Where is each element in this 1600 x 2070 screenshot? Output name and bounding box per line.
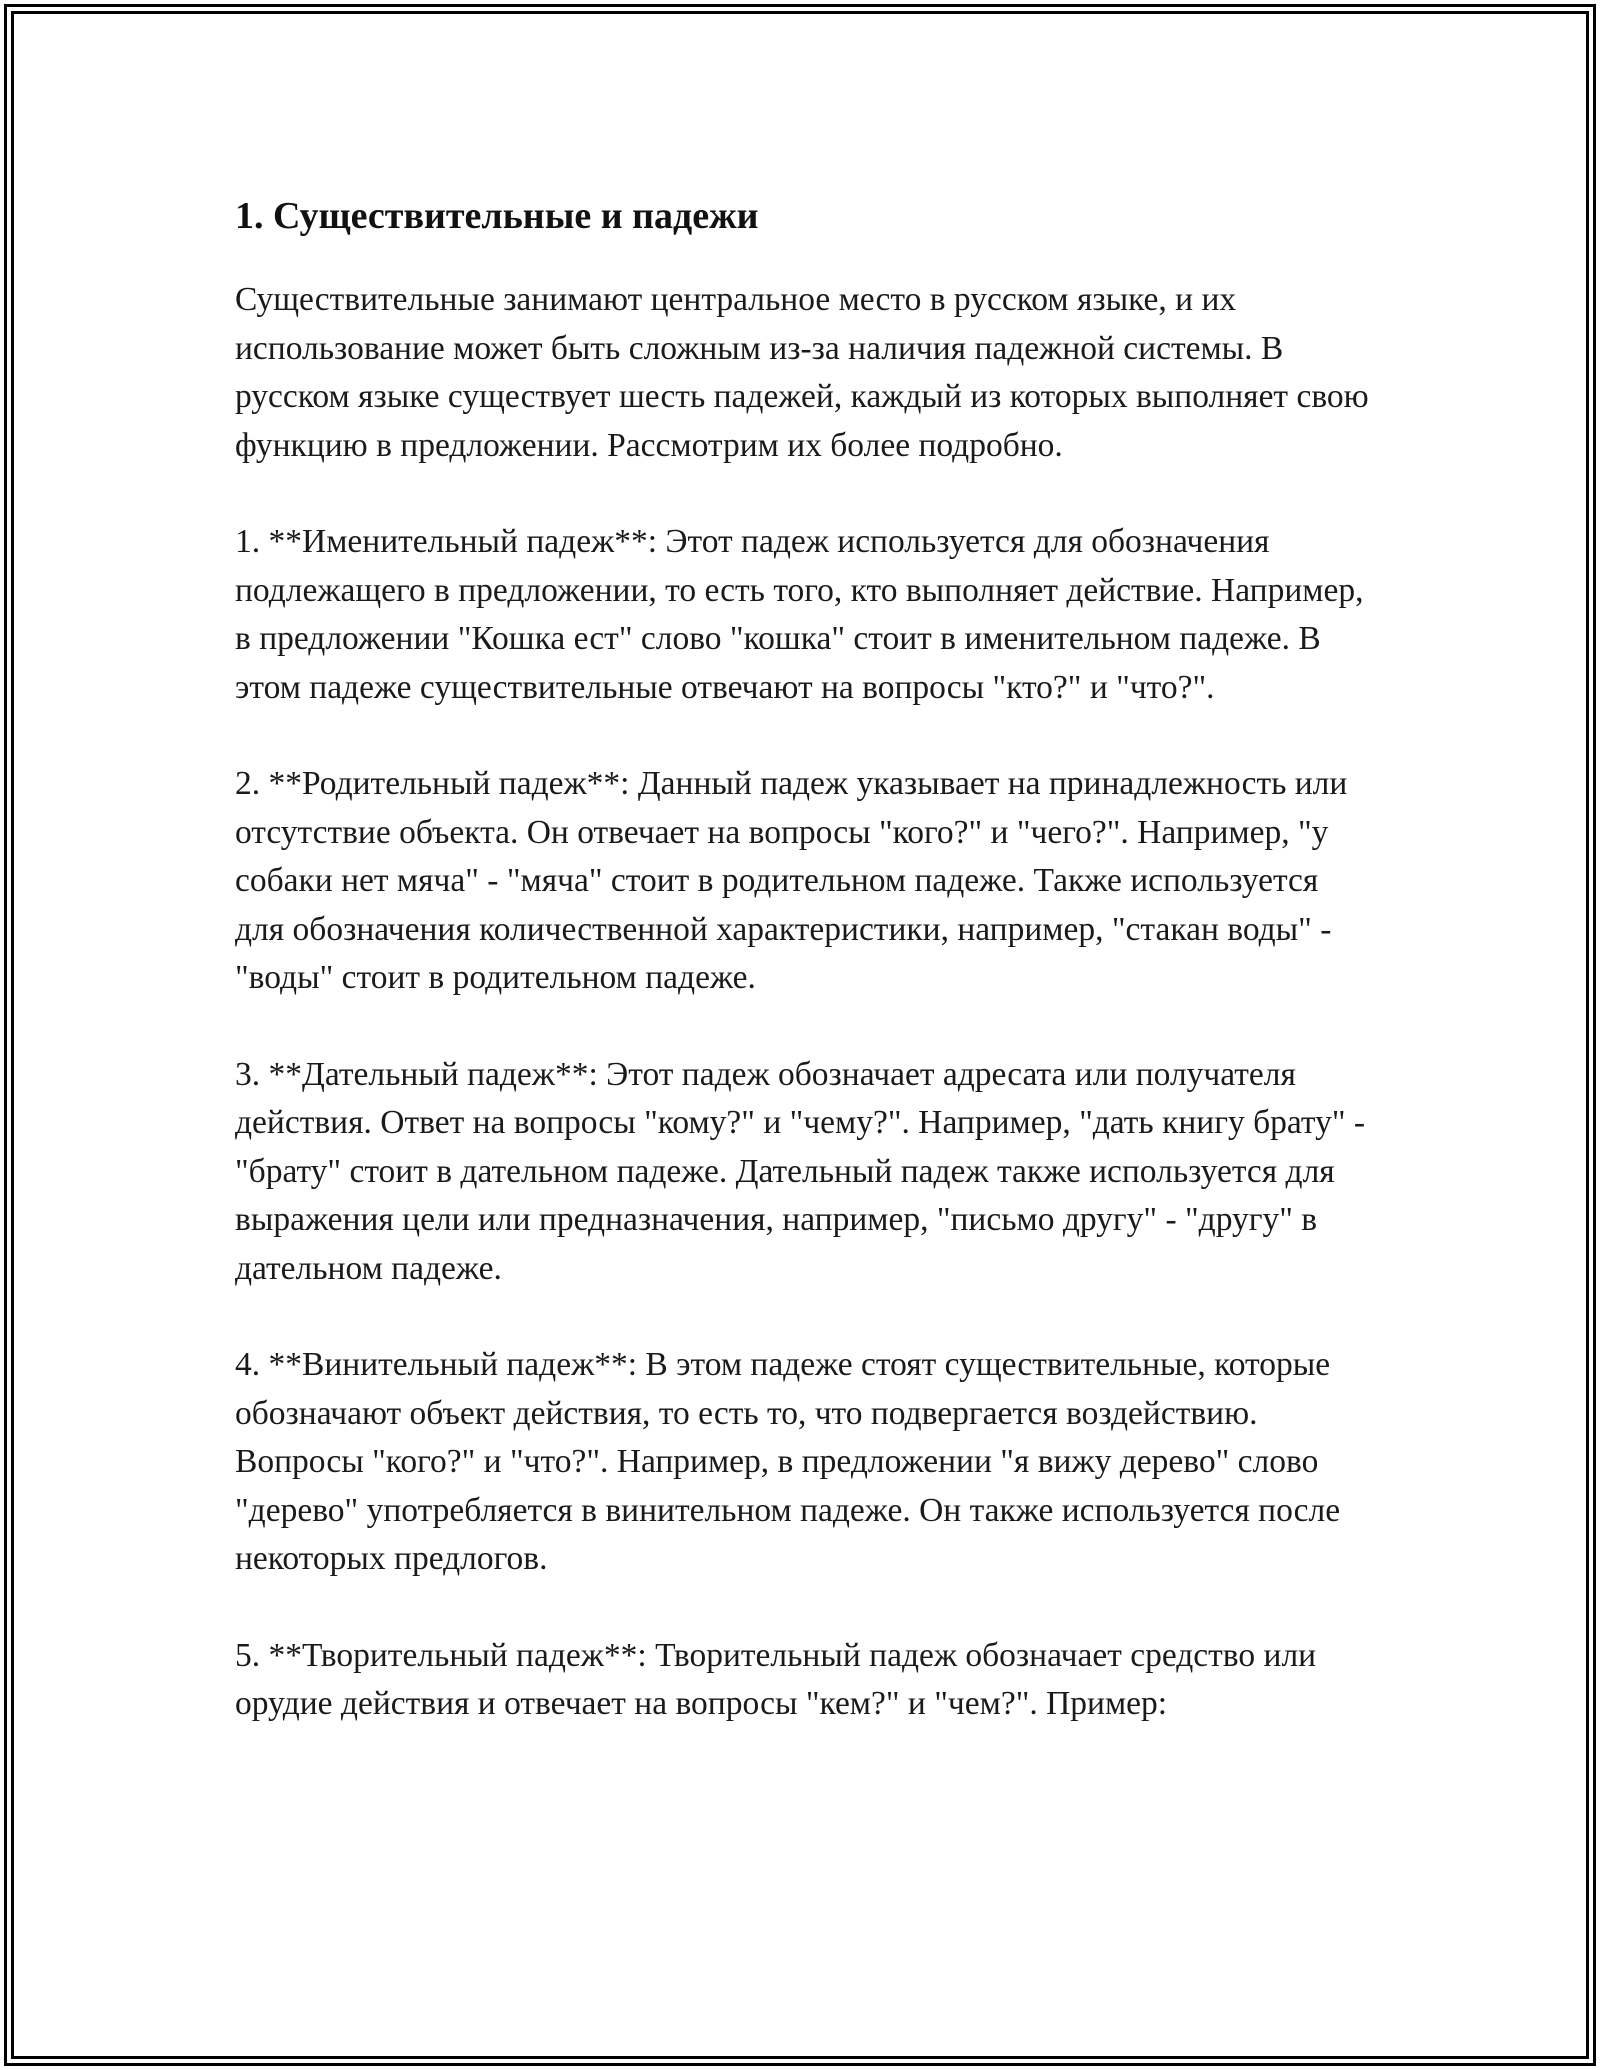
intro-paragraph: Существительные занимают центральное место в русском языке, и их использование может быть сложным из-за наличия падежной системы. В русском языке существует шесть падежей, каждый из которых выполняет свою функцию в предложении. Рассмотрим их более подробно. <box>235 281 1369 464</box>
paragraph-nominative-case: 1. **Именительный падеж**: Этот падеж используется для обозначения подлежащего в предложении, то есть того, кто выполняет действие. Например, в предложении "Кошка ест" слово "кошка" стоит в именительном падеже. В этом падеже существительные отвечают на вопросы "кто?" и "что?". <box>235 523 1364 706</box>
paragraph-dative-case: 3. **Дательный падеж**: Этот падеж обозначает адресата или получателя действия. Ответ на вопросы "кому?" и "чему?". Например, "дать книгу брату" - "брату" стоит в дательном падеже. Дательный падеж также используется для выражения цели или предназначения, например, "письмо другу" - "другу" в дательном падеже. <box>235 1055 1366 1287</box>
paragraph-instrumental-case: 5. **Творительный падеж**: Творительный падеж обозначает средство или орудие действия и отвечает на вопросы "кем?" и "чем?". Пример: <box>235 1636 1317 1722</box>
paragraph-accusative-case: 4. **Винительный падеж**: В этом падеже стоят существительные, которые обозначают объект действия, то есть то, что подвергается воздействию. Вопросы "кого?" и "что?". Например, в предложении "я вижу дерево" слово "дерево" употребляется в винительном падеже. Он также используется после некоторых предлогов. <box>235 1346 1341 1577</box>
section-heading: 1. Существительные и падежи <box>235 195 759 237</box>
paragraph-genitive-case: 2. **Родительный падеж**: Данный падеж указывает на принадлежность или отсутствие объекта. Он отвечает на вопросы "кого?" и "чего?". Например, "у собаки нет мяча" - "мяча" стоит в родительном падеже. Также используется для обозначения количественной характеристики, например, "стакан воды" - "воды" стоит в родительном падеже. <box>235 765 1348 996</box>
document-body <box>235 184 1375 1777</box>
